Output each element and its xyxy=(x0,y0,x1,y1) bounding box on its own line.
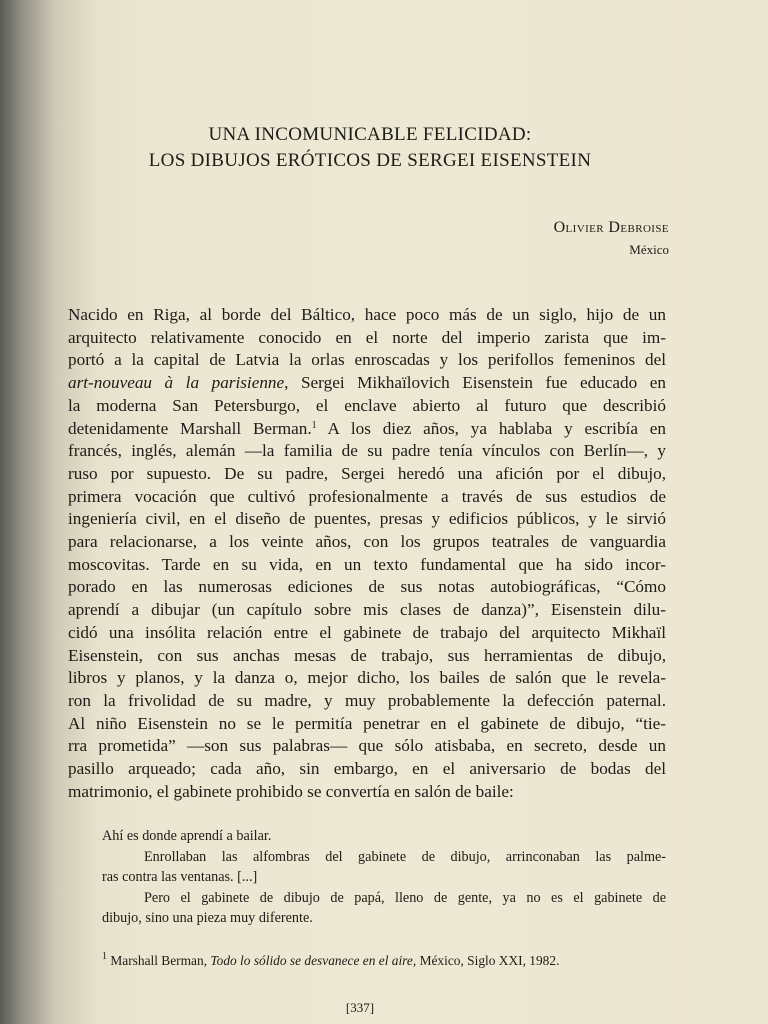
quote-line: Pero el gabinete de dibujo de papá, lleno de gente, ya no es el gabinete de xyxy=(144,889,666,906)
italic-phrase: art-nouveau à la parisienne xyxy=(68,373,285,393)
article-title-line-1: UNA INCOMUNICABLE FELICIDAD: xyxy=(208,124,532,145)
body-line: cidó una insólita relación entre el gabinete de trabajo del arquitecto Mikhaïl xyxy=(68,622,666,642)
body-line: pasillo arqueado; cada año, sin embargo, en el aniversario de bodas del xyxy=(68,759,666,779)
body-line: ingeniería civil, en el diseño de puentes, presas y edificios públicos, y le sirvió xyxy=(68,509,666,529)
body-line: Nacido en Riga, al borde del Báltico, hace poco más de un siglo, hijo de un xyxy=(68,305,666,324)
footnote xyxy=(102,952,666,970)
body-line: portó a la capital de Latvia la orlas enroscadas y los perifollos femeninos del xyxy=(68,350,666,370)
body-line: francés, inglés, alemán —la familia de su padre tenía vínculos con Berlín—, y xyxy=(68,441,666,461)
quote-line: dibujo, sino una pieza muy diferente. xyxy=(102,910,313,926)
body-paragraph xyxy=(68,304,666,803)
body-line: art-nouveau à la parisienne, Sergei Mikhaïlovich Eisenstein fue educado en xyxy=(68,373,666,393)
author-place: México xyxy=(629,242,669,257)
footnote-ref[interactable]: 1 xyxy=(311,419,317,431)
body-line: arquitecto relativamente conocido en el norte del imperio zarista que im- xyxy=(68,327,666,347)
quote-line: Enrollaban las alfombras del gabinete de dibujo, arrinconaban las palme- xyxy=(144,848,666,865)
body-line: moscovitas. Tarde en su vida, en un texto fundamental que ha sido incor- xyxy=(68,554,666,574)
page-number: [337] xyxy=(345,1000,375,1015)
body-line: Eisenstein, con sus anchas mesas de trabajo, sus herramientas de dibujo, xyxy=(68,645,666,665)
quote-line: ras contra las ventanas. [...] xyxy=(102,869,258,885)
block-quote xyxy=(102,826,666,929)
body-line: ron la frivolidad de su madre, y muy probablemente la defección paternal. xyxy=(68,690,666,710)
footnote-publication: México, Siglo XXI, 1982. xyxy=(419,953,560,968)
quote-line: Ahí es donde aprendí a bailar. xyxy=(102,828,272,844)
body-line: rra prometida” —son sus palabras— que sólo atisbaba, en secreto, desde un xyxy=(68,736,666,756)
body-line: detenidamente Marshall Berman.$^1$ A los diez años, ya hablaba y escribía en xyxy=(68,418,666,438)
body-line: para relacionarse, a los veinte años, con los grupos teatrales de vanguardia xyxy=(68,532,666,552)
body-line: primera vocación que cultivó profesionalmente a través de sus estudios de xyxy=(68,486,666,506)
author-name: Olivier Debroise xyxy=(553,219,669,236)
footnote-book-title: Todo lo sólido se desvanece en el aire, xyxy=(210,953,417,968)
body-line: matrimonio, el gabinete prohibido se convertía en salón de baile: xyxy=(68,781,514,801)
footnote-number: 1 xyxy=(102,951,107,962)
body-line: porado en las numerosas ediciones de sus notas autobiográficas, “Cómo xyxy=(68,577,666,597)
footnote-author: Marshall Berman, xyxy=(110,953,208,968)
body-line: Al niño Eisenstein no se le permitía penetrar en el gabinete de dibujo, “tie- xyxy=(68,713,666,733)
body-line: libros y planos, y la danza o, mejor dicho, los bailes de salón que le revela- xyxy=(68,668,666,688)
article-title-line-2: LOS DIBUJOS ERÓTICOS DE SERGEI EISENSTEIN xyxy=(148,150,592,171)
body-line: ruso por supuesto. De su padre, Sergei heredó una afición por el dibujo, xyxy=(68,463,666,483)
body-line: aprendí a dibujar (un capítulo sobre mis clases de danza)”, Eisenstein dilu- xyxy=(68,600,666,620)
body-line: la moderna San Petersburgo, el enclave abierto al futuro que describió xyxy=(68,395,666,415)
